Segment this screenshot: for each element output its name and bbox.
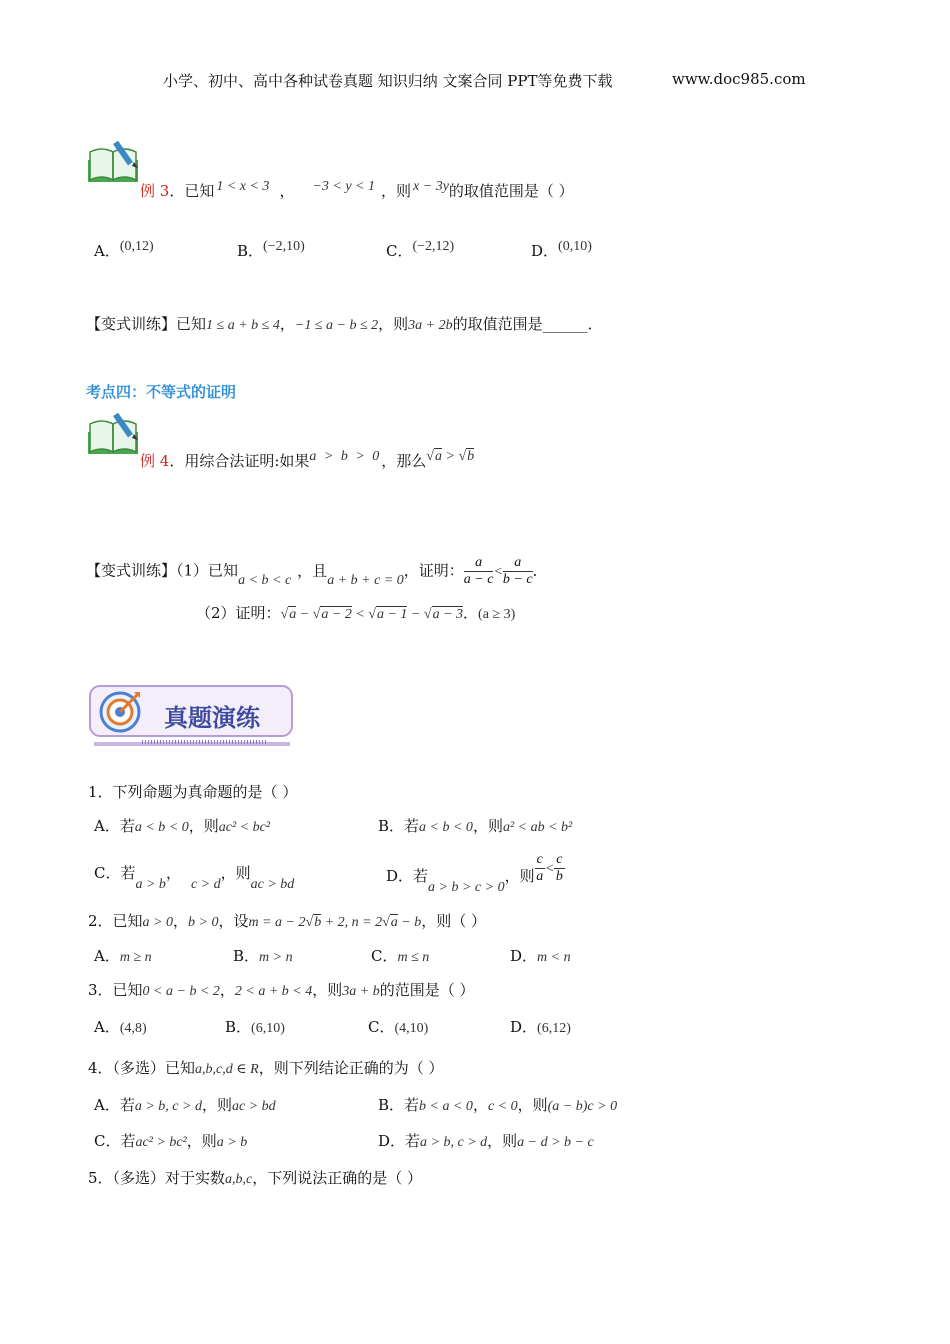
q1-option-c: C．若a > b，c > d，则ac > bd (94, 864, 295, 892)
q2-stem: 2．已知a > 0，b > 0，设m = a − 2√b + 2, n = 2√a − b，则（ ） (88, 912, 487, 930)
variant2-line2: （2）证明：√a − √a − 2 < √a − 1 − √a − 3．(a ≥ 3) (196, 604, 516, 622)
example4-conclusion: √a > √b (426, 449, 475, 464)
example3-label: 例 3 (140, 182, 170, 200)
q2-option-d: D．m < n (510, 947, 571, 965)
example3-sep2: ，则 (381, 182, 412, 200)
q1-stem: 1．下列命题为真命题的是（ ） (88, 783, 298, 801)
example3-cond2: −3 < y < 1 (312, 179, 376, 194)
variant1-expr: 3a + 2b (408, 318, 453, 333)
q3-stem: 3．已知0 < a − b < 2，2 < a + b < 4，则3a + b的范围是（ ） (88, 981, 475, 999)
variant2-frac1: $\frac{a}{a - c}$ (463, 555, 494, 587)
book-icon (86, 140, 142, 188)
example4-cond: a > b > 0 (309, 449, 382, 464)
q4-option-c: C．若ac² > bc²，则a > b (94, 1132, 248, 1150)
q4-stem: 4．（多选）已知a,b,c,d ∈ R，则下列结论正确的为（ ） (88, 1059, 444, 1077)
example3-sep1: ， (279, 182, 295, 200)
example3-option-d: D．(0,10) (531, 239, 592, 260)
q4-option-a: A．若a > b, c > d，则ac > bd (94, 1096, 276, 1114)
example3-post: 的取值范围是（ ） (448, 182, 574, 200)
q1-option-a: A．若a < b < 0，则ac² < bc² (94, 817, 271, 835)
variant1-cond2: −1 ≤ a − b ≤ 2 (294, 318, 379, 333)
banner-title: 真题演练 (164, 704, 260, 732)
target-icon (98, 690, 142, 738)
header-title: 小学、初中、高中各种试卷真题 知识归纳 文案合同 PPT等免费下载 (163, 72, 613, 90)
variant1-tag: 【变式训练】 (86, 315, 177, 333)
book-icon (86, 412, 142, 460)
variant2-line1: 【变式训练】（1）已知a < b < c，且a + b + c = 0，证明： $\frac{a}{a - c}$ < $\frac{a}{b - c}$ ． (86, 555, 548, 588)
q4-option-d: D．若a > b, c > d，则a − d > b − c (378, 1132, 594, 1150)
q1-option-d: D．若a > b > c > 0，则 $\frac{c}{a}$ < $\frac{c}{b}$ (386, 852, 563, 895)
example3-cond1: 1 < x < 3 (216, 179, 270, 194)
variant2-frac2: $\frac{a}{b - c}$ (502, 555, 533, 587)
example4-label: 例 4 (140, 452, 170, 470)
q2-option-b: B．m > n (233, 947, 293, 965)
section4-title: 考点四：不等式的证明 (86, 383, 237, 401)
variant1-line: 【变式训练】已知1 ≤ a + b ≤ 4，−1 ≤ a − b ≤ 2，则3a + 2b的取值范围是______． (86, 315, 603, 333)
q3-option-b: B．(6,10) (225, 1018, 285, 1036)
example3-expr: x − 3y (413, 179, 449, 194)
example3-option-b: B．(−2,10) (237, 239, 305, 260)
example3-option-c: C．(−2,12) (386, 239, 455, 260)
q5-stem: 5．（多选）对于实数a,b,c，下列说法正确的是（ ） (88, 1169, 423, 1187)
q1-option-b: B．若a < b < 0，则a² < ab < b² (378, 817, 573, 835)
variant2-tag: 【变式训练】 (86, 561, 177, 580)
q2-option-c: C．m ≤ n (371, 947, 430, 965)
example3-option-a: A．(0,12) (94, 239, 154, 260)
example3-line (140, 180, 574, 201)
variant1-cond1: 1 ≤ a + b ≤ 4 (206, 318, 280, 333)
example3-pre: ．已知 (169, 182, 215, 200)
q4-option-b: B．若b < a < 0，c < 0，则(a − b)c > 0 (378, 1096, 618, 1114)
q3-option-c: C．(4,10) (368, 1018, 429, 1036)
example4-line: 例 4．用综合法证明:如果a > b > 0，那么√a > √b (140, 449, 475, 470)
section-banner (88, 684, 296, 750)
q3-option-d: D．(6,12) (510, 1018, 571, 1036)
q2-option-a: A．m ≥ n (94, 947, 152, 965)
q3-option-a: A．(4,8) (94, 1018, 147, 1036)
header-url[interactable]: www.doc985.com (672, 70, 806, 88)
